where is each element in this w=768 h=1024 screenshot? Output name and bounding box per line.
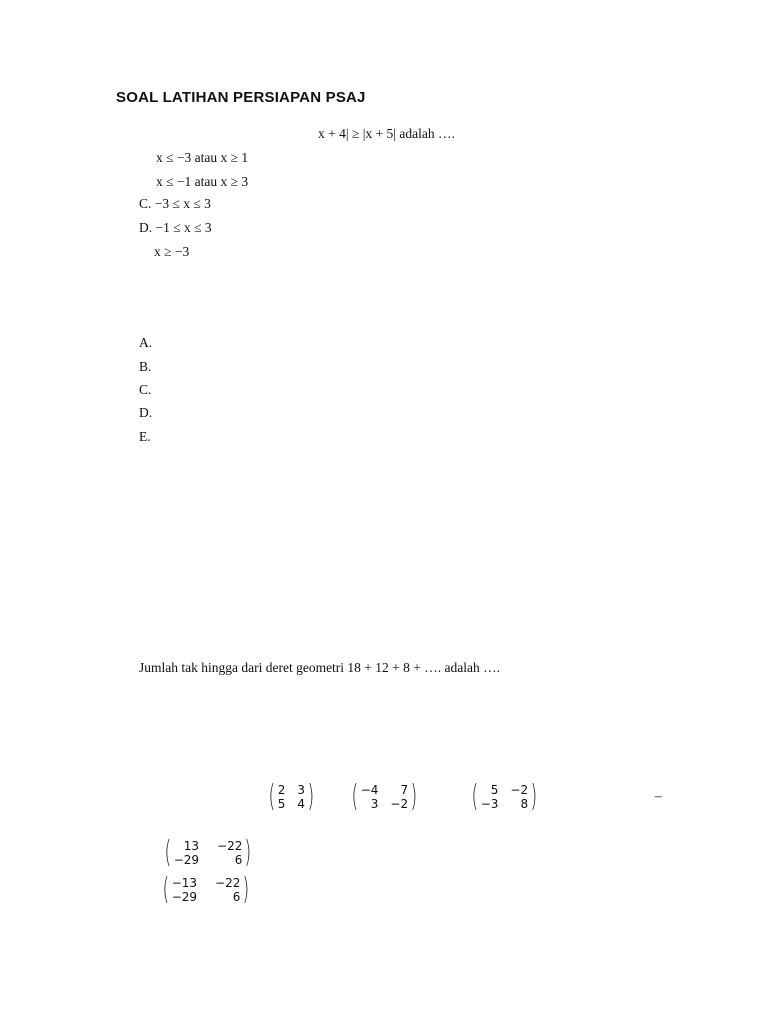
matrix-1-cell: 4 — [297, 797, 305, 811]
matrix-dash: – — [655, 788, 662, 803]
matrix-2-cell: 3 — [370, 797, 379, 811]
matrix-1-cell: 2 — [277, 783, 286, 797]
option-letter-e: E. — [139, 429, 151, 444]
matrix-3-cell: −2 — [510, 783, 529, 797]
q3-option-1-cell: −22 — [217, 839, 243, 853]
q2-stem: Jumlah tak hingga dari deret geometri 18 + 12 + 8 + …. adalah …. — [139, 660, 500, 675]
q1-option-c: C. −3 ≤ x ≤ 3 — [139, 196, 211, 211]
q1-stem: x + 4| ≥ |x + 5| adalah …. — [318, 126, 455, 141]
matrix-3-cell: −3 — [480, 797, 499, 811]
q3-option-1-cell: 6 — [234, 853, 243, 867]
q3-option-1-cell: 13 — [183, 839, 200, 853]
q1-option-d: D. −1 ≤ x ≤ 3 — [139, 220, 212, 235]
matrix-1-cell: 5 — [277, 797, 286, 811]
matrix-3-cell: 8 — [520, 797, 529, 811]
matrix-2: ( −4 7 3 −2 ) — [351, 779, 418, 814]
q3-option-matrix-2: ( −13 −22 −29 6 ) — [162, 872, 250, 907]
option-letter-d: D. — [139, 405, 153, 420]
option-letter-b: B. — [139, 359, 152, 374]
matrix-1: ( 2 3 5 4 ) — [268, 779, 315, 814]
q3-option-2-cell: −22 — [215, 876, 241, 890]
q3-option-2-cell: −13 — [171, 876, 198, 890]
matrix-3-cell: 5 — [490, 783, 499, 797]
matrix-3: ( 5 −2 −3 8 ) — [471, 779, 538, 814]
option-letter-a: A. — [139, 335, 153, 350]
option-letter-c: C. — [139, 382, 152, 397]
matrix-2-cell: 7 — [400, 783, 409, 797]
q1-option-b: x ≤ −1 atau x ≥ 3 — [156, 174, 249, 189]
q3-option-1-cell: −29 — [173, 853, 200, 867]
q1-option-e: x ≥ −3 — [154, 244, 190, 259]
matrix-2-cell: −2 — [390, 797, 409, 811]
page-title: SOAL LATIHAN PERSIAPAN PSAJ — [116, 89, 366, 106]
q3-option-matrix-1: ( 13 −22 −29 6 ) — [164, 835, 252, 870]
matrix-2-cell: −4 — [360, 783, 379, 797]
q3-option-2-cell: 6 — [232, 890, 241, 904]
q1-option-a: x ≤ −3 atau x ≥ 1 — [156, 150, 249, 165]
matrix-1-cell: 3 — [297, 783, 305, 797]
q3-option-2-cell: −29 — [171, 890, 198, 904]
